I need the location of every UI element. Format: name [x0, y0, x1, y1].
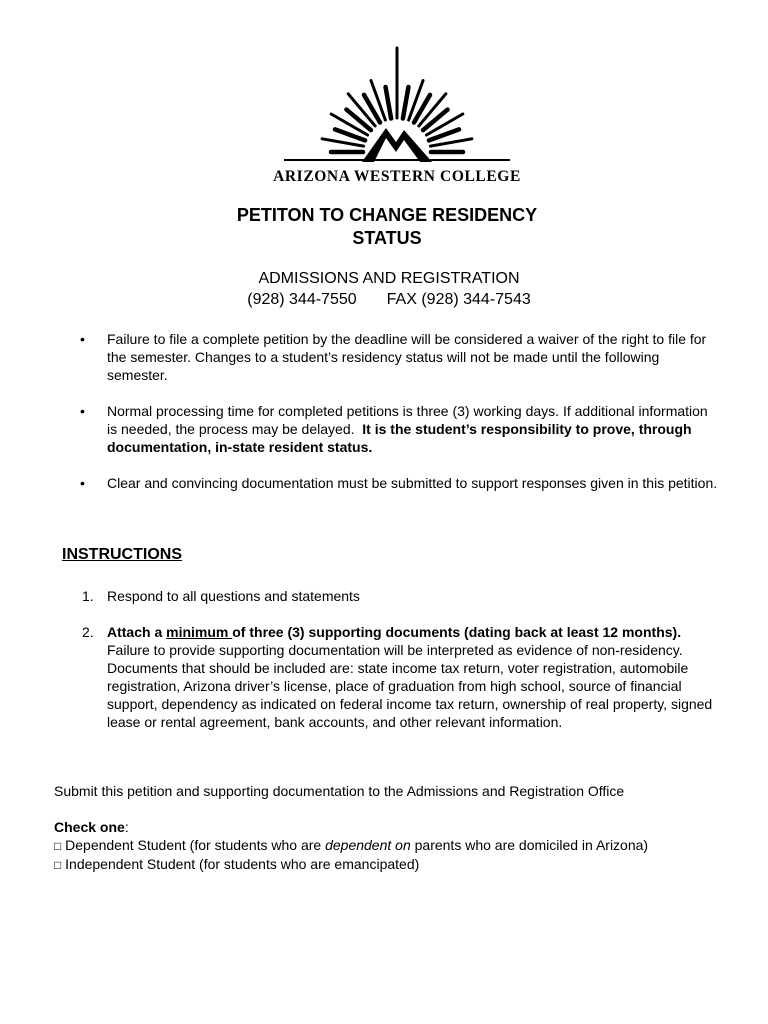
dependent-option-italic: dependent on: [325, 837, 411, 853]
college-logo: [270, 44, 524, 192]
bullet-item: [80, 330, 720, 384]
bullet-text: Normal processing time for completed petitions is three (3) working days. If additional information is needed, the process may be delayed.: [107, 403, 708, 437]
dependent-student-checkbox[interactable]: □: [54, 839, 62, 853]
logo-sun-ray: [386, 87, 392, 119]
bullet-marker: •: [80, 475, 85, 491]
bullet-item: [80, 474, 720, 492]
check-one-label-text: Check one: [54, 819, 125, 835]
step-text: Respond to all questions and statements: [107, 588, 360, 604]
college-name: ARIZONA WESTERN COLLEGE: [273, 168, 521, 185]
check-one-label: [54, 818, 648, 836]
page-title-line1: PETITON TO CHANGE RESIDENCY: [236, 205, 538, 225]
page-title: [0, 204, 768, 250]
independent-student-option[interactable]: [54, 855, 648, 874]
step-number: 2.: [82, 624, 94, 640]
bullet-bold-text: It is the student’s responsibility to prove, through documentation, in-state resident status.: [107, 421, 692, 455]
bullet-item: [80, 402, 720, 456]
step-number: 1.: [82, 588, 94, 604]
dependent-option-text: Dependent Student (for students who are: [65, 837, 326, 853]
step-underlined-word: minimum: [166, 624, 233, 640]
instruction-step: [82, 587, 722, 605]
dependent-student-option[interactable]: [54, 836, 648, 855]
bullet-marker: •: [80, 403, 85, 419]
submit-instruction: Submit this petition and supporting documentation to the Admissions and Registration Office: [54, 783, 625, 799]
logo-mountain: [362, 128, 432, 162]
logo-sun-ray: [403, 87, 409, 119]
fax-number: FAX (928) 344-7543: [386, 291, 531, 308]
step-text: Failure to provide supporting documentation will be interpreted as evidence of non-residency. Documents that should be included are: state income tax return, voter registration, automobile registration, Arizona driver’s license, place of graduation from high school, source of financial support, dependency as indicated on federal income tax return, ownership of real property, signed lease or rental agreement, bank accounts, and other relevant information.: [107, 642, 713, 730]
instructions-heading: INSTRUCTIONS: [62, 546, 182, 563]
independent-student-checkbox[interactable]: □: [54, 858, 62, 872]
bullet-text: Failure to file a complete petition by the deadline will be considered a waiver of the right to file for the semester. Changes to a student’s residency status will not be made until the following semester.: [107, 331, 707, 383]
logo-sun-ray: [423, 110, 448, 131]
dependent-option-text-end: parents who are domiciled in Arizona): [410, 837, 649, 853]
step-bold-prefix: Attach a: [107, 624, 167, 640]
logo-sun-ray: [346, 110, 371, 131]
step-bold-suffix: of three (3) supporting documents (dating back at least 12 months).: [232, 624, 682, 640]
notice-bullets: [80, 330, 720, 510]
department-contacts: [0, 289, 768, 310]
student-type-check: [54, 818, 648, 874]
instruction-step: [82, 623, 722, 731]
bullet-text: Clear and convincing documentation must be submitted to support responses given in this petition.: [107, 475, 718, 491]
sunburst-mountain-logo-icon: [270, 44, 524, 164]
instruction-steps: [82, 587, 722, 749]
check-one-colon: :: [124, 819, 129, 835]
page-title-line2: STATUS: [352, 228, 422, 248]
bullet-marker: •: [80, 331, 85, 347]
department-info: [0, 268, 768, 310]
phone-number: (928) 344-7550: [247, 291, 357, 308]
department-name: ADMISSIONS AND REGISTRATION: [258, 270, 520, 287]
independent-option-text: Independent Student (for students who are emancipated): [65, 856, 420, 872]
